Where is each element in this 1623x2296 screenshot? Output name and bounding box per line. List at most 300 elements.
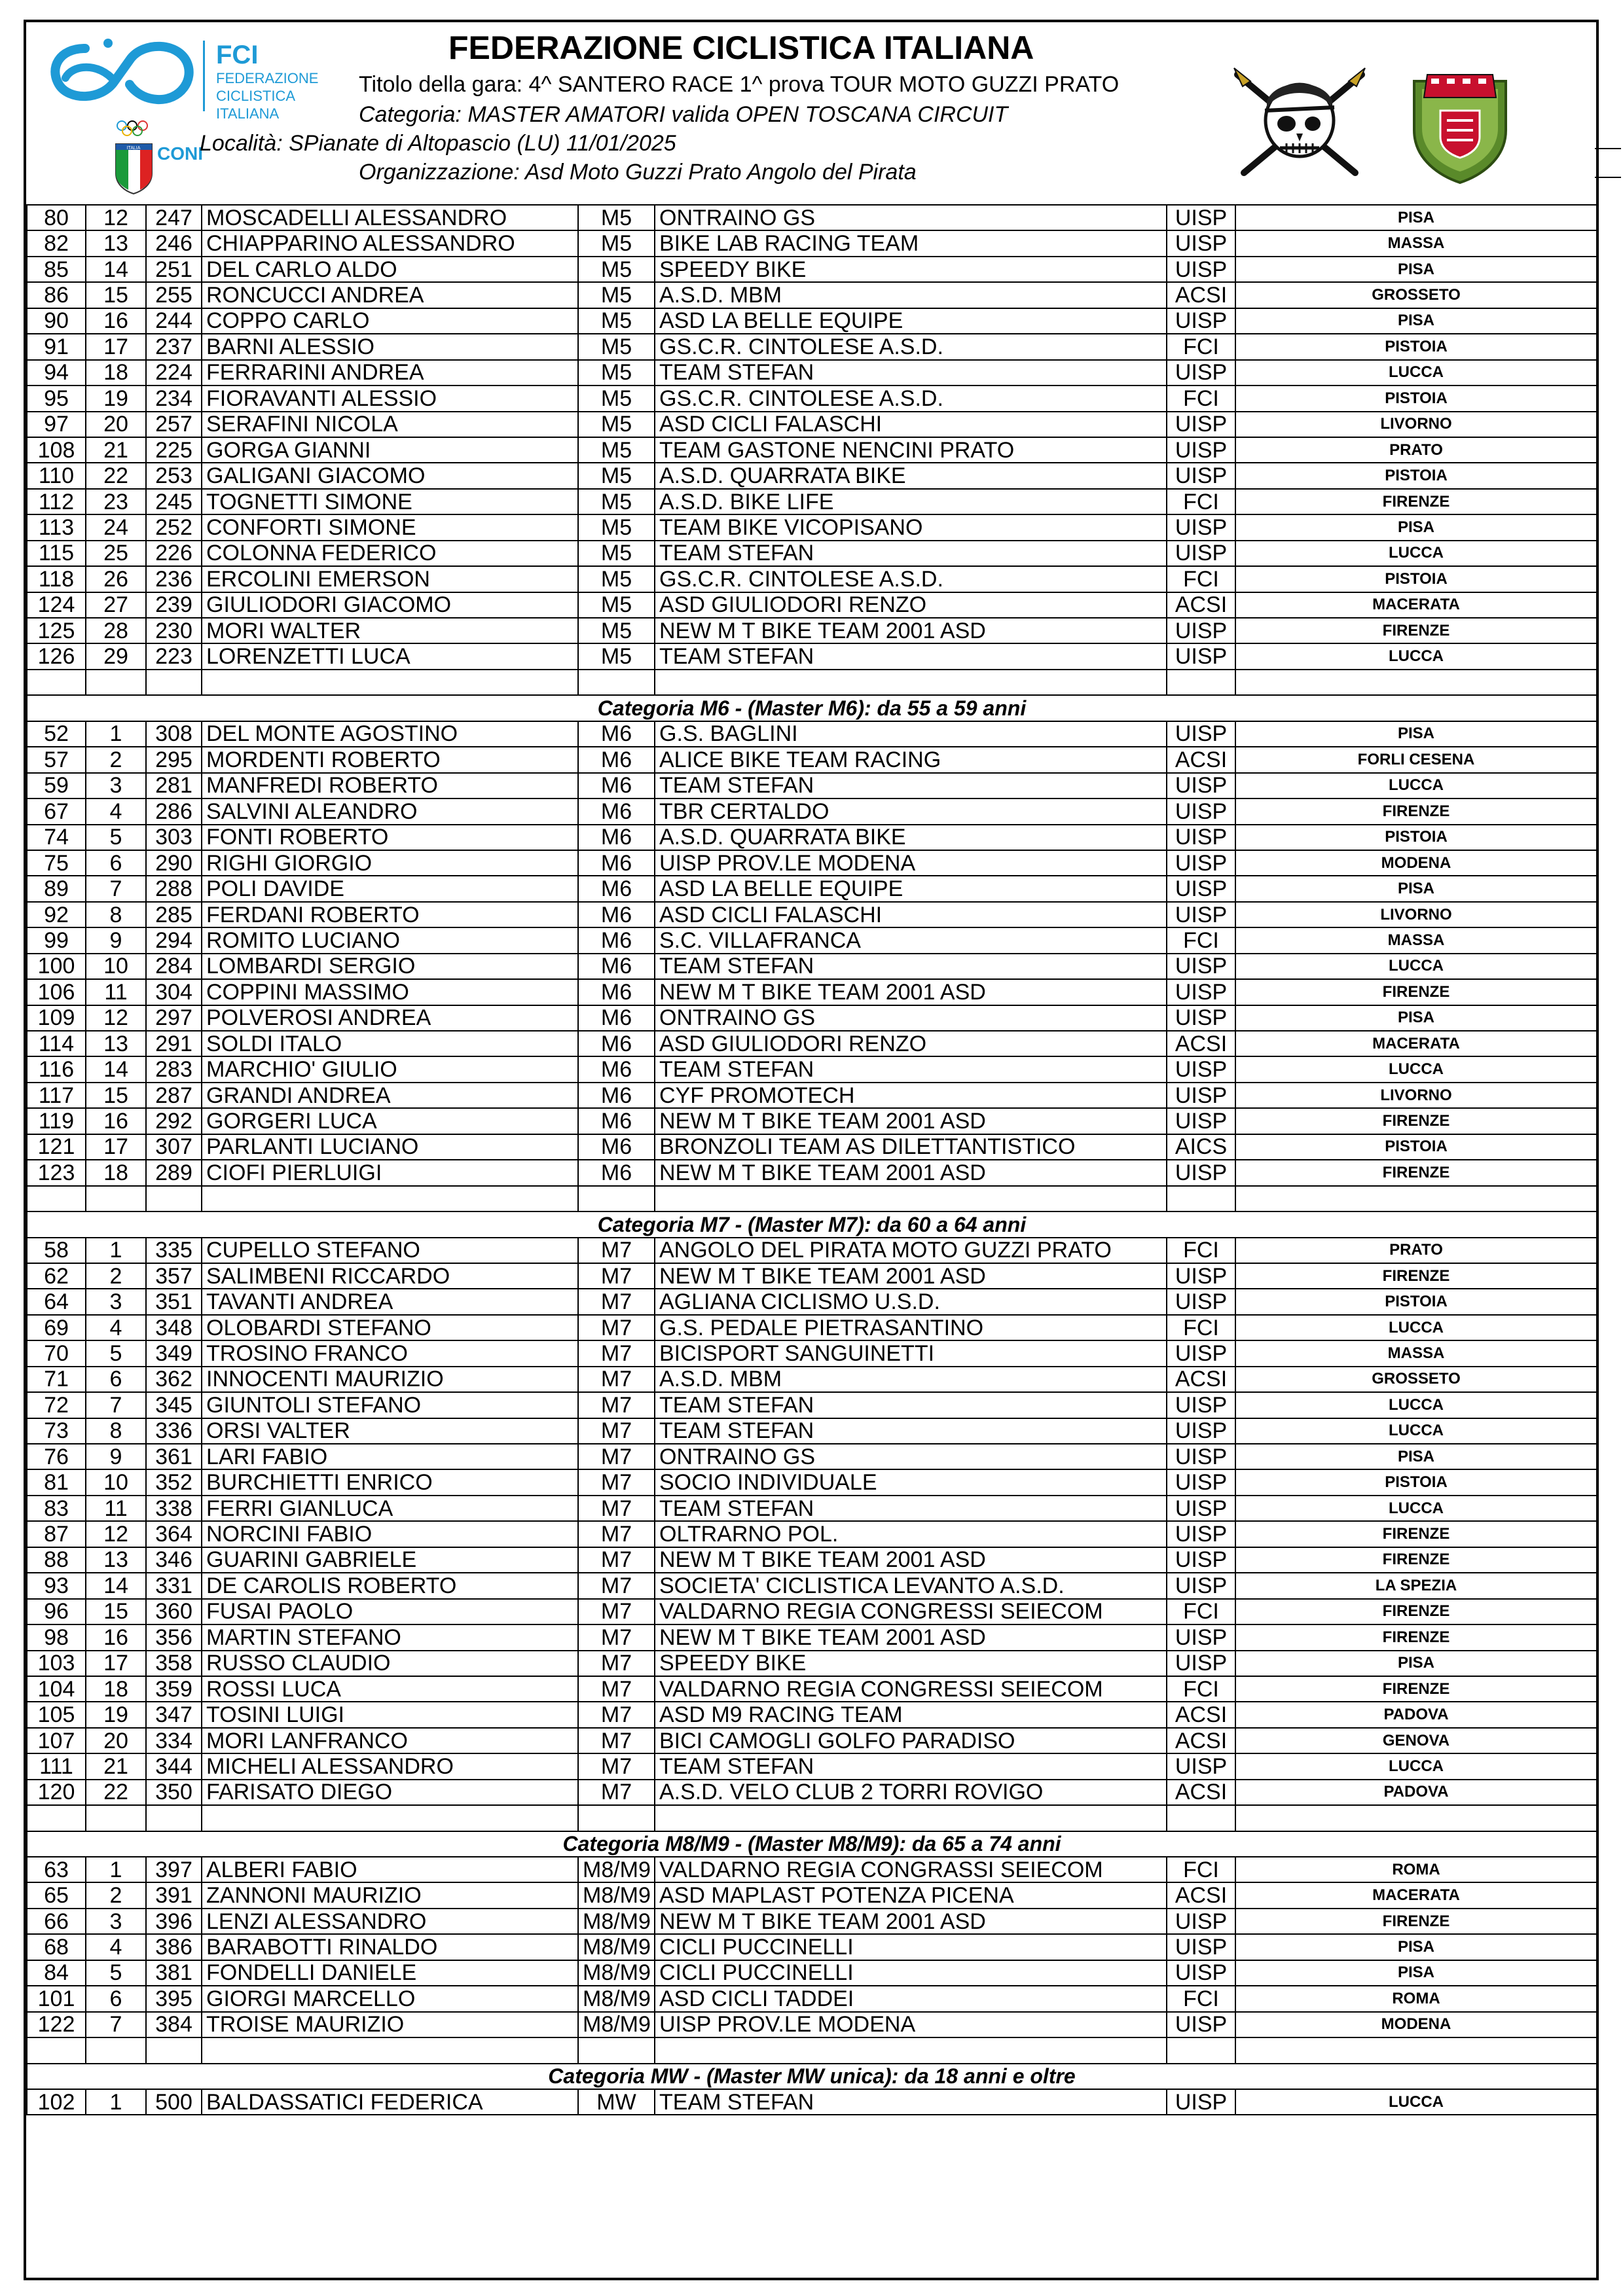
athlete-name-cell: BALDASSATICI FEDERICA [202, 2089, 578, 2115]
result-row [27, 282, 1597, 308]
team-cell: TEAM STEFAN [655, 1392, 1167, 1418]
fci-line1: FEDERAZIONE [216, 70, 319, 86]
athlete-name-cell: TROISE MAURIZIO [202, 2012, 578, 2037]
category-cell: M5 [578, 463, 655, 488]
athlete-name-cell: DEL CARLO ALDO [202, 257, 578, 282]
team-cell: NEW M T BIKE TEAM 2001 ASD [655, 1263, 1167, 1289]
order-cell: 11 [86, 979, 146, 1005]
category-cell: M6 [578, 927, 655, 953]
athlete-name-cell: TOGNETTI SIMONE [202, 489, 578, 514]
order-cell: 1 [86, 721, 146, 747]
ente-cell: UISP [1167, 1651, 1235, 1676]
ente-cell: UISP [1167, 1960, 1235, 1986]
empty-cell [146, 2037, 202, 2063]
order-cell: 19 [86, 1702, 146, 1727]
empty-cell [1235, 670, 1597, 695]
order-cell: 13 [86, 230, 146, 256]
team-cell: ONTRAINO GS [655, 1444, 1167, 1469]
result-row [27, 1031, 1597, 1056]
province-cell: MODENA [1235, 850, 1597, 876]
bib-number-cell: 336 [146, 1418, 202, 1444]
order-cell: 1 [86, 1238, 146, 1263]
result-row [27, 1857, 1597, 1882]
ente-cell: UISP [1167, 541, 1235, 566]
category-cell: M8/M9 [578, 1909, 655, 1934]
team-cell: TEAM STEFAN [655, 541, 1167, 566]
coni-logo-icon [113, 118, 158, 196]
category-cell: M5 [578, 308, 655, 334]
ente-cell: UISP [1167, 1624, 1235, 1650]
category-cell: M5 [578, 205, 655, 230]
team-cell: S.C. VILLAFRANCA [655, 927, 1167, 953]
team-cell: NEW M T BIKE TEAM 2001 ASD [655, 1624, 1167, 1650]
ente-cell: FCI [1167, 334, 1235, 359]
province-cell: FIRENZE [1235, 1263, 1597, 1289]
order-cell: 8 [86, 902, 146, 927]
team-cell: TEAM BIKE VICOPISANO [655, 514, 1167, 540]
category-header-row [27, 2064, 1597, 2089]
empty-cell [86, 2037, 146, 2063]
bib-number-cell: 291 [146, 1031, 202, 1056]
bib-number-cell: 360 [146, 1599, 202, 1624]
category-cell: M7 [578, 1780, 655, 1805]
order-cell: 4 [86, 1934, 146, 1960]
bib-number-cell: 386 [146, 1934, 202, 1960]
athlete-name-cell: ALBERI FABIO [202, 1857, 578, 1882]
position-cell: 84 [27, 1960, 86, 1986]
result-row [27, 437, 1597, 463]
athlete-name-cell: ORSI VALTER [202, 1418, 578, 1444]
ente-cell: FCI [1167, 1238, 1235, 1263]
coni-label: CONI [157, 143, 203, 164]
position-cell: 69 [27, 1315, 86, 1340]
athlete-name-cell: LENZI ALESSANDRO [202, 1909, 578, 1934]
category-cell: M7 [578, 1624, 655, 1650]
category-cell: M8/M9 [578, 2012, 655, 2037]
order-cell: 1 [86, 2089, 146, 2115]
team-cell: CYF PROMOTECH [655, 1083, 1167, 1108]
category-cell: M8/M9 [578, 1934, 655, 1960]
position-cell: 104 [27, 1676, 86, 1702]
bib-number-cell: 361 [146, 1444, 202, 1469]
order-cell: 12 [86, 1521, 146, 1547]
team-cell: TEAM STEFAN [655, 643, 1167, 669]
order-cell: 24 [86, 514, 146, 540]
category-cell: M5 [578, 566, 655, 592]
document-header [26, 22, 1596, 194]
ente-cell: FCI [1167, 1315, 1235, 1340]
result-row [27, 566, 1597, 592]
ente-cell: UISP [1167, 1934, 1235, 1960]
ente-cell: UISP [1167, 1521, 1235, 1547]
athlete-name-cell: TROSINO FRANCO [202, 1340, 578, 1366]
category-cell: M7 [578, 1238, 655, 1263]
ente-cell: UISP [1167, 2012, 1235, 2037]
position-cell: 118 [27, 566, 86, 592]
team-cell: TEAM STEFAN [655, 360, 1167, 386]
order-cell: 13 [86, 1031, 146, 1056]
bib-number-cell: 349 [146, 1340, 202, 1366]
order-cell: 21 [86, 1753, 146, 1779]
result-row [27, 1573, 1597, 1598]
team-cell: GS.C.R. CINTOLESE A.S.D. [655, 386, 1167, 411]
province-cell: PISTOIA [1235, 1469, 1597, 1495]
athlete-name-cell: GUARINI GABRIELE [202, 1547, 578, 1573]
result-row [27, 1780, 1597, 1805]
margin-tick [1595, 177, 1621, 178]
bib-number-cell: 245 [146, 489, 202, 514]
empty-cell [1235, 2037, 1597, 2063]
province-cell: LUCCA [1235, 773, 1597, 798]
athlete-name-cell: RUSSO CLAUDIO [202, 1651, 578, 1676]
team-cell: GS.C.R. CINTOLESE A.S.D. [655, 566, 1167, 592]
position-cell: 110 [27, 463, 86, 488]
ente-cell: UISP [1167, 1056, 1235, 1082]
ente-cell: UISP [1167, 954, 1235, 979]
bib-number-cell: 397 [146, 1857, 202, 1882]
province-cell: MASSA [1235, 927, 1597, 953]
bib-number-cell: 357 [146, 1263, 202, 1289]
province-cell: FIRENZE [1235, 1676, 1597, 1702]
team-cell: G.S. PEDALE PIETRASANTINO [655, 1315, 1167, 1340]
ente-cell: FCI [1167, 566, 1235, 592]
province-cell: PISA [1235, 308, 1597, 334]
order-cell: 10 [86, 1469, 146, 1495]
order-cell: 16 [86, 308, 146, 334]
position-cell: 68 [27, 1934, 86, 1960]
province-cell: LUCCA [1235, 1753, 1597, 1779]
team-cell: ASD GIULIODORI RENZO [655, 1031, 1167, 1056]
category-header-row [27, 695, 1597, 721]
result-row [27, 954, 1597, 979]
result-row [27, 592, 1597, 618]
category-cell: M7 [578, 1676, 655, 1702]
position-cell: 67 [27, 798, 86, 824]
athlete-name-cell: MORDENTI ROBERTO [202, 747, 578, 772]
bib-number-cell: 307 [146, 1134, 202, 1160]
position-cell: 106 [27, 979, 86, 1005]
province-cell: LUCCA [1235, 954, 1597, 979]
bib-number-cell: 335 [146, 1238, 202, 1263]
province-cell: LIVORNO [1235, 412, 1597, 437]
team-cell: ASD MAPLAST POTENZA PICENA [655, 1882, 1167, 1908]
province-cell: LA SPEZIA [1235, 1573, 1597, 1598]
athlete-name-cell: FERRARINI ANDREA [202, 360, 578, 386]
athlete-name-cell: MARTIN STEFANO [202, 1624, 578, 1650]
ente-cell: UISP [1167, 979, 1235, 1005]
athlete-name-cell: DEL MONTE AGOSTINO [202, 721, 578, 747]
athlete-name-cell: CUPELLO STEFANO [202, 1238, 578, 1263]
position-cell: 81 [27, 1469, 86, 1495]
team-cell: NEW M T BIKE TEAM 2001 ASD [655, 1160, 1167, 1185]
athlete-name-cell: RIGHI GIORGIO [202, 850, 578, 876]
bib-number-cell: 348 [146, 1315, 202, 1340]
bib-number-cell: 247 [146, 205, 202, 230]
order-cell: 15 [86, 1083, 146, 1108]
empty-cell [1235, 1186, 1597, 1211]
result-row [27, 1496, 1597, 1521]
order-cell: 16 [86, 1108, 146, 1134]
category-cell: M6 [578, 721, 655, 747]
position-cell: 64 [27, 1289, 86, 1314]
empty-cell [1167, 1186, 1235, 1211]
ente-cell: UISP [1167, 1469, 1235, 1495]
result-row [27, 1056, 1597, 1082]
bib-number-cell: 286 [146, 798, 202, 824]
result-row [27, 1934, 1597, 1960]
bib-number-cell: 334 [146, 1728, 202, 1753]
category-cell: M6 [578, 798, 655, 824]
category-cell: M5 [578, 437, 655, 463]
province-cell: LUCCA [1235, 1315, 1597, 1340]
ente-cell: FCI [1167, 386, 1235, 411]
ente-cell: ACSI [1167, 1702, 1235, 1727]
team-cell: ASD LA BELLE EQUIPE [655, 308, 1167, 334]
ente-cell: ACSI [1167, 1882, 1235, 1908]
empty-cell [27, 2037, 86, 2063]
athlete-name-cell: DE CAROLIS ROBERTO [202, 1573, 578, 1598]
position-cell: 86 [27, 282, 86, 308]
category-cell: M7 [578, 1367, 655, 1392]
ente-cell: UISP [1167, 1263, 1235, 1289]
bib-number-cell: 308 [146, 721, 202, 747]
bib-number-cell: 283 [146, 1056, 202, 1082]
athlete-name-cell: COPPO CARLO [202, 308, 578, 334]
province-cell: MACERATA [1235, 1031, 1597, 1056]
team-cell: VALDARNO REGIA CONGRESSI SEIECOM [655, 1676, 1167, 1702]
position-cell: 102 [27, 2089, 86, 2115]
result-row [27, 412, 1597, 437]
athlete-name-cell: FIORAVANTI ALESSIO [202, 386, 578, 411]
empty-cell [1167, 1805, 1235, 1831]
ente-cell: UISP [1167, 643, 1235, 669]
athlete-name-cell: GIUNTOLI STEFANO [202, 1392, 578, 1418]
ente-cell: UISP [1167, 463, 1235, 488]
province-cell: LIVORNO [1235, 1083, 1597, 1108]
province-cell: MODENA [1235, 2012, 1597, 2037]
team-cell: TEAM STEFAN [655, 1753, 1167, 1779]
team-cell: ASD LA BELLE EQUIPE [655, 876, 1167, 901]
team-cell: BICISPORT SANGUINETTI [655, 1340, 1167, 1366]
order-cell: 18 [86, 1160, 146, 1185]
result-row [27, 1315, 1597, 1340]
province-cell: PISA [1235, 257, 1597, 282]
order-cell: 15 [86, 282, 146, 308]
ente-cell: UISP [1167, 1496, 1235, 1521]
position-cell: 94 [27, 360, 86, 386]
result-row [27, 902, 1597, 927]
position-cell: 108 [27, 437, 86, 463]
bib-number-cell: 290 [146, 850, 202, 876]
order-cell: 14 [86, 1573, 146, 1598]
province-cell: MACERATA [1235, 592, 1597, 618]
team-cell: CICLI PUCCINELLI [655, 1934, 1167, 1960]
org-title: FEDERAZIONE CICLISTICA ITALIANA [448, 29, 1034, 66]
team-cell: ASD CICLI TADDEI [655, 1986, 1167, 2011]
athlete-name-cell: FERDANI ROBERTO [202, 902, 578, 927]
bib-number-cell: 244 [146, 308, 202, 334]
province-cell: PISA [1235, 1651, 1597, 1676]
province-cell: PADOVA [1235, 1780, 1597, 1805]
ente-cell: UISP [1167, 721, 1235, 747]
empty-cell [27, 1805, 86, 1831]
athlete-name-cell: FUSAI PAOLO [202, 1599, 578, 1624]
result-row [27, 2012, 1597, 2037]
order-cell: 3 [86, 1909, 146, 1934]
province-cell: PISA [1235, 721, 1597, 747]
result-row [27, 1651, 1597, 1676]
result-row [27, 205, 1597, 230]
category-cell: M7 [578, 1469, 655, 1495]
race-category: Categoria: MASTER AMATORI valida OPEN TOSCANA CIRCUIT [359, 102, 1008, 127]
ente-cell: ACSI [1167, 282, 1235, 308]
empty-cell [578, 1186, 655, 1211]
team-cell: TEAM STEFAN [655, 2089, 1167, 2115]
result-row [27, 1005, 1597, 1031]
team-cell: A.S.D. QUARRATA BIKE [655, 463, 1167, 488]
order-cell: 2 [86, 1263, 146, 1289]
team-cell: TEAM GASTONE NENCINI PRATO [655, 437, 1167, 463]
province-cell: FIRENZE [1235, 1160, 1597, 1185]
italia-label: ITALIA [126, 146, 141, 151]
ente-cell: AICS [1167, 1134, 1235, 1160]
position-cell: 75 [27, 850, 86, 876]
empty-cell [27, 670, 86, 695]
order-cell: 6 [86, 1367, 146, 1392]
province-cell: PRATO [1235, 437, 1597, 463]
ente-cell: FCI [1167, 1857, 1235, 1882]
category-cell: M6 [578, 1031, 655, 1056]
position-cell: 57 [27, 747, 86, 772]
ente-cell: FCI [1167, 1986, 1235, 2011]
province-cell: PISA [1235, 1960, 1597, 1986]
result-row [27, 1960, 1597, 1986]
athlete-name-cell: POLVEROSI ANDREA [202, 1005, 578, 1031]
result-row [27, 1340, 1597, 1366]
empty-cell [146, 1186, 202, 1211]
ente-cell: UISP [1167, 1909, 1235, 1934]
order-cell: 29 [86, 643, 146, 669]
position-cell: 114 [27, 1031, 86, 1056]
ente-cell: UISP [1167, 1547, 1235, 1573]
bib-number-cell: 224 [146, 360, 202, 386]
category-cell: M5 [578, 360, 655, 386]
order-cell: 14 [86, 257, 146, 282]
province-cell: PADOVA [1235, 1702, 1597, 1727]
province-cell: PISTOIA [1235, 1289, 1597, 1314]
athlete-name-cell: SOLDI ITALO [202, 1031, 578, 1056]
athlete-name-cell: FARISATO DIEGO [202, 1780, 578, 1805]
bib-number-cell: 223 [146, 643, 202, 669]
province-cell: MACERATA [1235, 1882, 1597, 1908]
empty-cell [655, 1805, 1167, 1831]
bib-number-cell: 287 [146, 1083, 202, 1108]
athlete-name-cell: GALIGANI GIACOMO [202, 463, 578, 488]
ente-cell: UISP [1167, 618, 1235, 643]
ente-cell: UISP [1167, 257, 1235, 282]
category-cell: M6 [578, 850, 655, 876]
position-cell: 97 [27, 412, 86, 437]
team-cell: BRONZOLI TEAM AS DILETTANTISTICO [655, 1134, 1167, 1160]
team-cell: ANGOLO DEL PIRATA MOTO GUZZI PRATO [655, 1238, 1167, 1263]
order-cell: 7 [86, 876, 146, 901]
result-row [27, 1702, 1597, 1727]
bib-number-cell: 295 [146, 747, 202, 772]
team-cell: ASD GIULIODORI RENZO [655, 592, 1167, 618]
empty-cell [1235, 1805, 1597, 1831]
team-cell: SPEEDY BIKE [655, 257, 1167, 282]
position-cell: 96 [27, 1599, 86, 1624]
result-row [27, 1238, 1597, 1263]
team-cell: ASD M9 RACING TEAM [655, 1702, 1167, 1727]
result-row [27, 514, 1597, 540]
position-cell: 74 [27, 825, 86, 850]
province-cell: GROSSETO [1235, 282, 1597, 308]
position-cell: 120 [27, 1780, 86, 1805]
position-cell: 103 [27, 1651, 86, 1676]
category-cell: M5 [578, 643, 655, 669]
ente-cell: UISP [1167, 230, 1235, 256]
athlete-name-cell: GORGERI LUCA [202, 1108, 578, 1134]
athlete-name-cell: TAVANTI ANDREA [202, 1289, 578, 1314]
athlete-name-cell: BARNI ALESSIO [202, 334, 578, 359]
athlete-name-cell: ROSSI LUCA [202, 1676, 578, 1702]
ente-cell: UISP [1167, 825, 1235, 850]
category-header: Categoria M6 - (Master M6): da 55 a 59 anni [27, 695, 1597, 721]
team-cell: UISP PROV.LE MODENA [655, 2012, 1167, 2037]
logo-divider [203, 41, 205, 111]
bib-number-cell: 255 [146, 282, 202, 308]
bib-number-cell: 284 [146, 954, 202, 979]
team-cell: SOCIETA' CICLISTICA LEVANTO A.S.D. [655, 1573, 1167, 1598]
result-row [27, 1753, 1597, 1779]
province-cell: LIVORNO [1235, 902, 1597, 927]
position-cell: 70 [27, 1340, 86, 1366]
athlete-name-cell: MOSCADELLI ALESSANDRO [202, 205, 578, 230]
ente-cell: ACSI [1167, 592, 1235, 618]
order-cell: 22 [86, 463, 146, 488]
athlete-name-cell: ZANNONI MAURIZIO [202, 1882, 578, 1908]
order-cell: 12 [86, 205, 146, 230]
category-header-row [27, 1211, 1597, 1237]
order-cell: 6 [86, 850, 146, 876]
position-cell: 91 [27, 334, 86, 359]
ente-cell: UISP [1167, 1108, 1235, 1134]
category-cell: M7 [578, 1702, 655, 1727]
bib-number-cell: 331 [146, 1573, 202, 1598]
province-cell: ROMA [1235, 1986, 1597, 2011]
bib-number-cell: 288 [146, 876, 202, 901]
order-cell: 20 [86, 1728, 146, 1753]
athlete-name-cell: MICHELI ALESSANDRO [202, 1753, 578, 1779]
result-row [27, 1160, 1597, 1185]
ente-cell: UISP [1167, 1005, 1235, 1031]
result-row [27, 230, 1597, 256]
province-cell: FIRENZE [1235, 1909, 1597, 1934]
team-cell: TEAM STEFAN [655, 1418, 1167, 1444]
position-cell: 82 [27, 230, 86, 256]
position-cell: 95 [27, 386, 86, 411]
category-cell: M5 [578, 412, 655, 437]
ente-cell: UISP [1167, 2089, 1235, 2115]
empty-cell [655, 2037, 1167, 2063]
athlete-name-cell: NORCINI FABIO [202, 1521, 578, 1547]
ente-cell: UISP [1167, 798, 1235, 824]
position-cell: 76 [27, 1444, 86, 1469]
team-cell: BICI CAMOGLI GOLFO PARADISO [655, 1728, 1167, 1753]
ente-cell: UISP [1167, 850, 1235, 876]
ente-cell: ACSI [1167, 1780, 1235, 1805]
